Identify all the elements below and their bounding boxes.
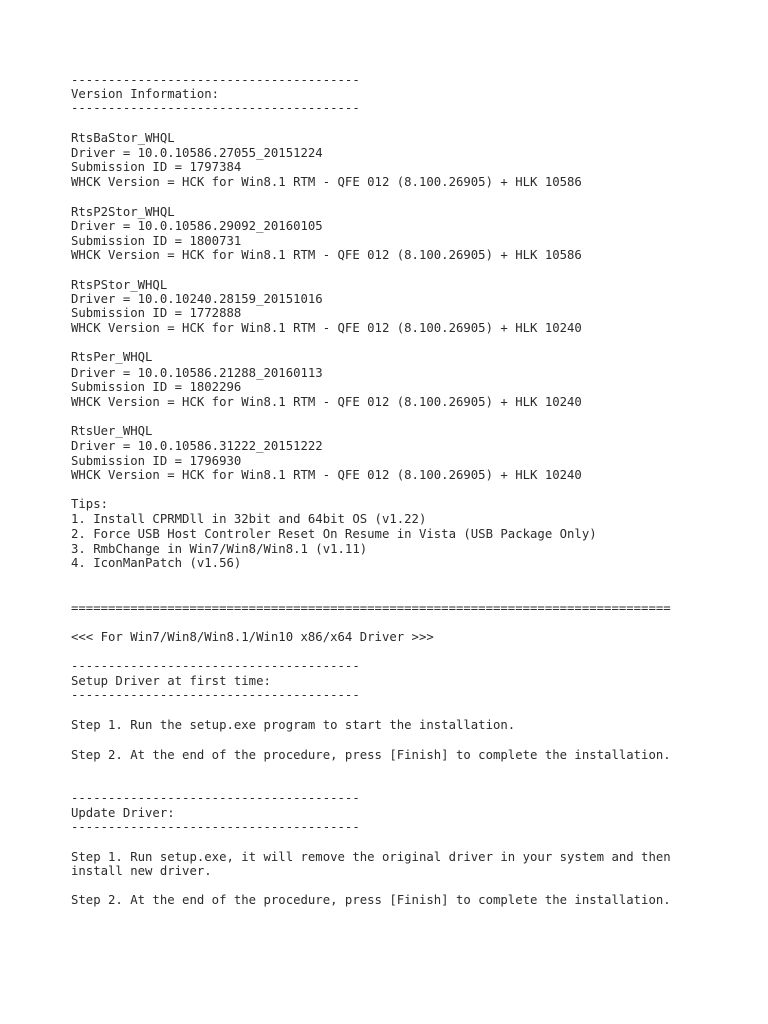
separator-line: --------------------------------------- xyxy=(71,791,360,805)
whck-version: WHCK Version = HCK for Win8.1 RTM - QFE 012 (8.100.26905) + HLK 10240 xyxy=(71,321,582,335)
whck-version: WHCK Version = HCK for Win8.1 RTM - QFE 012 (8.100.26905) + HLK 10586 xyxy=(71,175,582,189)
driver-name: RtsUer_WHQL xyxy=(71,424,153,438)
update-step: Step 2. At the end of the procedure, press [Finish] to complete the installation. xyxy=(71,893,671,907)
submission-id: Submission ID = 1796930 xyxy=(71,454,242,468)
separator-line: --------------------------------------- xyxy=(71,659,360,673)
submission-id: Submission ID = 1772888 xyxy=(71,306,242,320)
driver-version: Driver = 10.0.10240.28159_20151016 xyxy=(71,292,323,306)
separator-line: --------------------------------------- xyxy=(71,101,360,115)
separator-line: --------------------------------------- xyxy=(71,820,360,834)
whck-version: WHCK Version = HCK for Win8.1 RTM - QFE 012 (8.100.26905) + HLK 10586 xyxy=(71,248,582,262)
double-separator-line: ================================================================================= xyxy=(71,601,671,615)
driver-version: Driver = 10.0.10586.31222_20151222 xyxy=(71,439,323,453)
tips-heading: Tips: xyxy=(71,497,109,511)
submission-id: Submission ID = 1797384 xyxy=(71,160,242,174)
submission-id: Submission ID = 1802296 xyxy=(71,380,242,394)
driver-name: RtsPStor_WHQL xyxy=(71,278,168,292)
separator-line: --------------------------------------- xyxy=(71,73,360,87)
driver-name: RtsPer_WHQL xyxy=(71,350,153,364)
setup-step: Step 2. At the end of the procedure, press [Finish] to complete the installation. xyxy=(71,748,671,762)
submission-id: Submission ID = 1800731 xyxy=(71,234,242,248)
driver-version: Driver = 10.0.10586.29092_20160105 xyxy=(71,219,323,233)
separator-line: --------------------------------------- xyxy=(71,688,360,702)
section-heading: Version Information: xyxy=(71,87,220,101)
update-step: Step 1. Run setup.exe, it will remove the original driver in your system and then xyxy=(71,850,671,864)
driver-version: Driver = 10.0.10586.27055_20151224 xyxy=(71,146,323,160)
driver-name: RtsBaStor_WHQL xyxy=(71,131,175,145)
tip-item: 1. Install CPRMDll in 32bit and 64bit OS (v1.22) xyxy=(71,512,427,526)
tip-item: 4. IconManPatch (v1.56) xyxy=(71,556,242,570)
tip-item: 3. RmbChange in Win7/Win8/Win8.1 (v1.11) xyxy=(71,542,368,556)
driver-version: Driver = 10.0.10586.21288_20160113 xyxy=(71,366,323,380)
whck-version: WHCK Version = HCK for Win8.1 RTM - QFE 012 (8.100.26905) + HLK 10240 xyxy=(71,395,582,409)
whck-version: WHCK Version = HCK for Win8.1 RTM - QFE 012 (8.100.26905) + HLK 10240 xyxy=(71,468,582,482)
section-heading: Setup Driver at first time: xyxy=(71,674,271,688)
setup-step: Step 1. Run the setup.exe program to start the installation. xyxy=(71,718,516,732)
update-step-continued: install new driver. xyxy=(71,864,212,878)
tip-item: 2. Force USB Host Controler Reset On Resume in Vista (USB Package Only) xyxy=(71,527,597,541)
section-heading: Update Driver: xyxy=(71,806,175,820)
driver-section-title: <<< For Win7/Win8/Win8.1/Win10 x86/x64 Driver >>> xyxy=(71,630,434,644)
driver-name: RtsP2Stor_WHQL xyxy=(71,205,175,219)
